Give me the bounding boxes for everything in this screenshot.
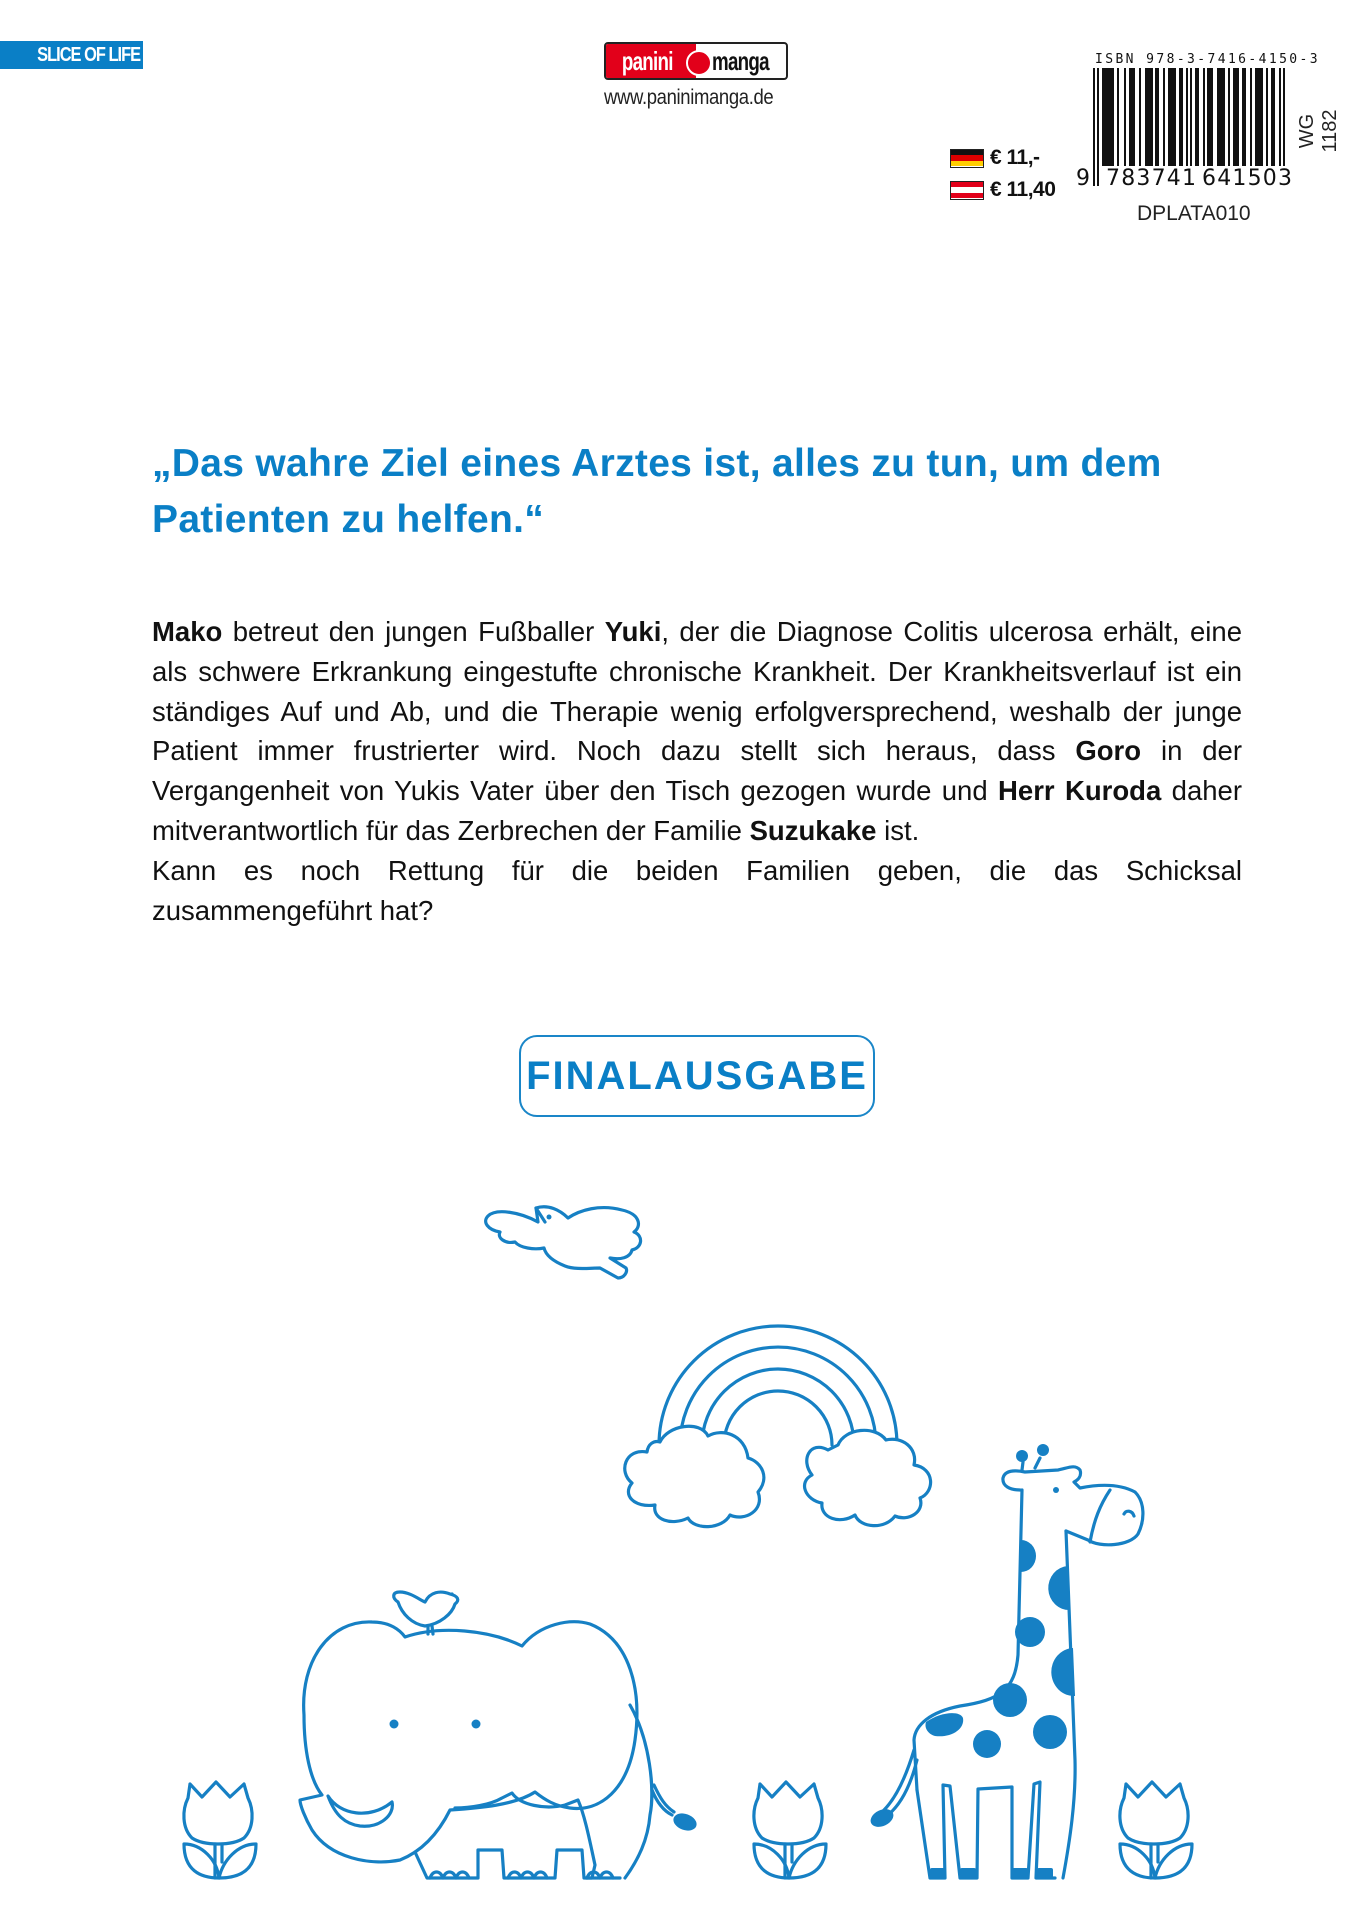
synopsis-text: betreut den jungen Fußballer <box>222 616 605 647</box>
elephant-icon <box>300 1622 674 1878</box>
character-name: Herr Kuroda <box>998 775 1162 807</box>
synopsis-text: in der Vergangenheit von Yukis Vater über den Tisch gezogen wurde und <box>152 735 1242 807</box>
tulip-icon <box>184 1782 256 1878</box>
synopsis <box>152 612 1242 930</box>
logo-panini-text: panini <box>621 45 673 76</box>
cloud-right-icon <box>805 1430 931 1525</box>
synopsis-text: daher mitverantwortlich für das Zerbrechen der Familie <box>152 775 1242 846</box>
cloud-left-icon <box>625 1426 764 1526</box>
ean-left: 783741 <box>1102 166 1198 191</box>
dove-icon <box>486 1207 641 1278</box>
isbn-label: ISBN 978-3-7416-4150-3 <box>1095 52 1320 67</box>
price-at-value: € 11,40 <box>990 178 1056 201</box>
small-bird-icon <box>394 1592 458 1634</box>
character-name: Goro <box>1075 735 1142 767</box>
tulip-icon <box>1120 1782 1192 1878</box>
elephant-eye-right <box>472 1720 481 1729</box>
elephant-eye-left <box>390 1720 399 1729</box>
synopsis-text: ist. <box>876 814 920 846</box>
ean-digits <box>1076 166 1292 191</box>
giraffe-spots <box>868 1444 1075 1878</box>
tagline-quote: „Das wahre Ziel eines Arztes ist, alles zu tun, um dem Patienten zu helfen.“ <box>152 442 1162 541</box>
ean-right: 641503 <box>1198 166 1292 191</box>
logo-dot-icon <box>686 50 712 76</box>
ean-first: 9 <box>1076 166 1092 191</box>
rainbow-icon <box>659 1326 897 1445</box>
price-at <box>950 178 1055 202</box>
synopsis-paragraph-2: Kann es noch Rettung für die beiden Familien geben, die das Schicksal zusammengeführt hat? <box>152 854 1242 926</box>
tulip-icon <box>754 1782 826 1878</box>
giraffe-icon <box>882 1458 1143 1878</box>
dove-eye <box>547 1215 552 1220</box>
panini-manga-logo <box>604 42 788 80</box>
publisher-url[interactable]: www.paninimanga.de <box>604 86 774 109</box>
character-name: Mako <box>152 616 223 647</box>
austrian-flag-icon <box>950 181 984 200</box>
wg-code: WG 1182 <box>1296 109 1341 153</box>
product-code: DPLATA010 <box>1137 202 1251 225</box>
genre-tag <box>0 41 143 69</box>
german-flag-icon <box>950 149 984 168</box>
genre-tag-label: SLICE OF LIFE <box>37 44 141 66</box>
character-name: Suzukake <box>749 814 877 846</box>
elephant-tail-tuft <box>671 1810 699 1833</box>
character-name: Yuki <box>604 616 662 647</box>
logo-manga-text: manga <box>712 45 769 76</box>
price-de-value: € 11,- <box>990 146 1040 169</box>
final-edition-badge: FINALAUSGABE <box>519 1035 875 1117</box>
synopsis-paragraph-1 <box>152 612 1242 851</box>
synopsis-text: , der die Diagnose Colitis ulcerosa erhält, eine als schwere Erkrankung eingestufte chronische Krankheit. Der Krankheitsverlauf ist ein ständiges Auf und Ab, und die Therapie wenig erfolgversprechend, weshalb der junge Patient immer frustrierter wird. Noch dazu stellt sich heraus, dass <box>152 616 1243 767</box>
price-de <box>950 146 1040 170</box>
